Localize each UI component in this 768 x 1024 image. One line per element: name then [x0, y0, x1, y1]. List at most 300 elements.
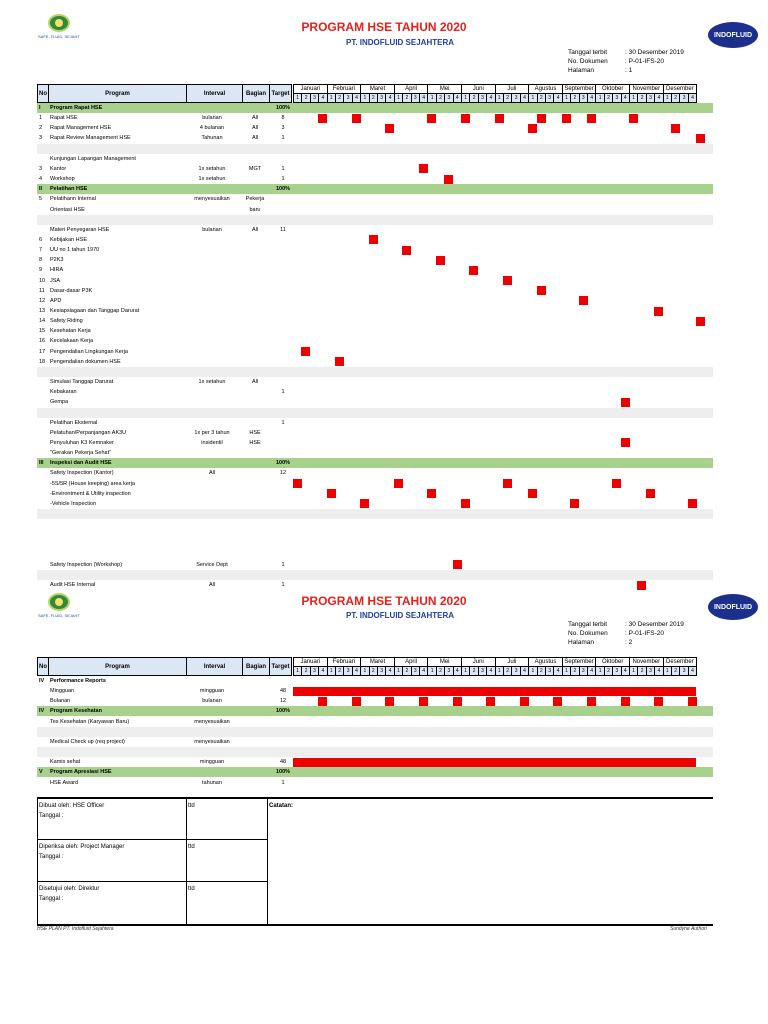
table-row — [37, 737, 713, 747]
cell-program: Inspeksi dan Audit HSE — [50, 460, 112, 467]
week-header: 2 — [537, 666, 546, 676]
column-header-prog: Program — [48, 657, 187, 676]
column-header-bag: Bagian — [242, 657, 270, 676]
month-header: Januari — [293, 84, 328, 94]
table-row — [37, 144, 713, 154]
week-header: 1 — [495, 666, 504, 676]
week-header: 1 — [394, 93, 403, 103]
cell-program: Pengendalian Lingkungan Kerja — [50, 348, 128, 355]
schedule-mark — [301, 347, 310, 356]
month-header: April — [394, 657, 429, 667]
cell-bagian: All — [251, 135, 259, 142]
made-by-cell — [37, 798, 187, 840]
week-header: 1 — [663, 93, 672, 103]
table-row — [37, 479, 713, 489]
cell-target: 12 — [279, 698, 287, 705]
schedule-mark — [646, 489, 655, 498]
month-header: Maret — [360, 657, 395, 667]
week-header: 3 — [646, 666, 655, 676]
section-row — [37, 706, 713, 716]
cell-interval: 1x setahun — [198, 379, 226, 386]
week-header: 2 — [402, 93, 411, 103]
month-header: September — [562, 84, 597, 94]
cell-target: 100% — [275, 460, 291, 467]
table-row — [37, 336, 713, 346]
schedule-mark — [436, 256, 445, 265]
table-row — [37, 215, 713, 225]
week-header: 3 — [411, 93, 420, 103]
week-header: 2 — [604, 93, 613, 103]
cell-program: Orientasi HSE — [50, 206, 85, 213]
week-header: 1 — [629, 93, 638, 103]
schedule-mark — [637, 581, 646, 590]
cell-interval: Tahunan — [201, 135, 223, 142]
week-header: 4 — [385, 93, 394, 103]
table-row — [37, 357, 713, 367]
cell-no: 3 — [39, 135, 43, 142]
made-by-label: Dibuat oleh: HSE Officer — [39, 803, 105, 809]
meta-label: Tanggal terbit — [568, 621, 608, 628]
footer-left: HSE PLAN PT. Indofluid Sejahtera — [37, 926, 114, 932]
week-header: 4 — [419, 93, 428, 103]
month-header: Desember — [663, 657, 698, 667]
cell-program: Rapat Management HSE — [50, 125, 112, 132]
week-header: 1 — [461, 93, 470, 103]
cell-bagian: baru — [249, 206, 261, 213]
week-header: 3 — [511, 93, 520, 103]
cell-program: Kesehatan Kerja — [50, 328, 91, 335]
week-header: 3 — [545, 93, 554, 103]
cell-program: Program Kesehatan — [50, 708, 102, 715]
cell-no: 4 — [39, 176, 43, 183]
cell-interval: insidentil — [201, 439, 223, 446]
section-row — [37, 767, 713, 777]
cell-no: 6 — [39, 236, 43, 243]
week-header: 3 — [579, 93, 588, 103]
schedule-mark — [402, 246, 411, 255]
cell-program: Rapat HSE — [50, 115, 78, 122]
cell-no: IV — [39, 678, 45, 684]
month-header: Juni — [461, 84, 496, 94]
week-header: 4 — [587, 666, 596, 676]
cell-no: III — [39, 460, 44, 467]
cell-no: 3 — [39, 165, 43, 172]
week-header: 2 — [369, 93, 378, 103]
schedule-mark — [621, 697, 630, 706]
table-row — [37, 570, 713, 580]
week-header: 2 — [570, 93, 579, 103]
cell-program: HIRA — [50, 267, 64, 274]
cell-no: 15 — [39, 328, 46, 335]
cell-no: 13 — [39, 308, 46, 314]
table-row — [37, 265, 713, 275]
week-header: 2 — [503, 666, 512, 676]
week-header: 2 — [503, 93, 512, 103]
cell-program: Kebijakan HSE — [50, 236, 87, 243]
meta-label: Tanggal terbit — [568, 49, 608, 56]
cell-program: Audit HSE Internal — [50, 582, 96, 589]
cell-target: 1 — [281, 135, 285, 142]
week-header: 1 — [293, 666, 302, 676]
schedule-mark — [503, 276, 512, 285]
month-header: Oktober — [595, 657, 630, 667]
meta-value: : P-01-IFS-20 — [625, 58, 665, 65]
week-header: 4 — [453, 666, 462, 676]
week-header: 2 — [469, 93, 478, 103]
week-header: 3 — [679, 666, 688, 676]
schedule-mark — [469, 266, 478, 275]
cell-interval: 1x setahun — [198, 176, 226, 183]
week-header: 3 — [444, 93, 453, 103]
meta-value: : P-01-IFS-20 — [625, 630, 665, 637]
week-header: 3 — [478, 666, 487, 676]
notes-cell — [267, 798, 713, 925]
cell-program: APD — [50, 297, 62, 304]
cell-program: Safety Riding — [50, 318, 83, 325]
week-header: 1 — [663, 666, 672, 676]
cell-program: Gempa — [50, 399, 69, 406]
table-row — [37, 468, 713, 478]
cell-no: 5 — [39, 196, 43, 203]
document-meta — [568, 620, 684, 647]
cell-no: 9 — [39, 267, 43, 274]
cell-program: Workshop — [50, 176, 75, 183]
table-row — [37, 347, 713, 357]
month-header: Januari — [293, 657, 328, 667]
cell-interval: 1x setahun — [198, 165, 226, 172]
cell-bagian: HSE — [249, 439, 261, 446]
table-row — [37, 778, 713, 788]
section-row — [37, 458, 713, 468]
week-header: 3 — [343, 666, 352, 676]
table-row — [37, 418, 713, 428]
cell-target: 48 — [279, 688, 287, 695]
cell-no: 2 — [39, 125, 43, 132]
week-header: 1 — [595, 666, 604, 676]
week-header: 2 — [402, 666, 411, 676]
week-header: 2 — [301, 666, 310, 676]
schedule-mark — [688, 697, 697, 706]
table-row — [37, 580, 713, 590]
table-row — [37, 539, 713, 549]
cell-program: P2K3 — [50, 257, 64, 264]
table-row — [37, 529, 713, 539]
week-header: 3 — [411, 666, 420, 676]
week-header: 3 — [579, 666, 588, 676]
date-label: Tanggal : — [39, 854, 64, 860]
ttd-label: ttd — [188, 844, 195, 850]
schedule-mark — [537, 286, 546, 295]
cell-program: Penyuluhan K3 Kemnaker — [50, 439, 114, 446]
schedule-mark — [369, 235, 378, 244]
week-header: 2 — [637, 93, 646, 103]
section-row — [37, 184, 713, 194]
week-header: 4 — [486, 666, 495, 676]
column-header-prog: Program — [48, 84, 187, 103]
table-row — [37, 174, 713, 184]
month-header: Agustus — [528, 84, 563, 94]
week-header: 2 — [469, 666, 478, 676]
schedule-mark — [579, 296, 588, 305]
table-row — [37, 509, 713, 519]
cell-target: 1 — [281, 419, 285, 426]
schedule-mark — [327, 489, 336, 498]
cell-program: Kamis sehat — [50, 759, 81, 766]
company-name: PT. INDOFLUID SEJAHTERA — [345, 611, 454, 620]
meta-label: No. Dokumen — [568, 58, 608, 65]
meta-value: : 2 — [625, 639, 633, 646]
checked-by-label: Diperiksa oleh: Project Manager — [39, 844, 125, 850]
schedule-mark — [385, 124, 394, 133]
schedule-mark — [570, 499, 579, 508]
week-header: 3 — [612, 93, 621, 103]
schedule-mark — [587, 697, 596, 706]
cell-program: Program Rapat HSE — [50, 105, 103, 111]
column-header-no: No — [37, 84, 49, 103]
week-header: 2 — [637, 666, 646, 676]
week-header: 4 — [587, 93, 596, 103]
month-header: Maret — [360, 84, 395, 94]
schedule-mark — [453, 560, 462, 569]
cell-program: -5S/5R (House keeping) area kerja — [50, 480, 135, 487]
cell-target: 100% — [275, 186, 291, 193]
month-header: Juli — [495, 84, 530, 94]
ttd-cell — [186, 839, 268, 882]
schedule-mark — [486, 697, 495, 706]
cell-interval: mingguan — [199, 688, 225, 695]
cell-interval: All — [208, 470, 216, 477]
schedule-mark — [453, 697, 462, 706]
cell-target: 1 — [281, 582, 285, 589]
table-row — [37, 123, 713, 133]
date-label: Tanggal : — [39, 813, 64, 819]
signature-block — [37, 797, 713, 926]
table-header — [37, 657, 713, 676]
schedule-mark — [587, 114, 596, 123]
schedule-mark — [444, 175, 453, 184]
week-header: 2 — [436, 666, 445, 676]
cell-target: 100% — [275, 708, 291, 715]
cell-no: 12 — [39, 297, 46, 304]
schedule-mark — [461, 499, 470, 508]
safety-logo-caption: SAFE, FLUID, SEJAHT — [38, 34, 80, 39]
week-header: 2 — [604, 666, 613, 676]
safety-logo-caption: SAFE, FLUID, SEJAHT — [38, 613, 80, 618]
company-name: PT. INDOFLUID SEJAHTERA — [345, 38, 454, 47]
cell-target: 1 — [281, 176, 285, 183]
page-title: PROGRAM HSE TAHUN 2020 — [301, 594, 467, 608]
table-row — [37, 377, 713, 387]
month-header: September — [562, 657, 597, 667]
schedule-mark — [520, 697, 529, 706]
cell-no: I — [39, 105, 41, 111]
schedule-mark — [335, 357, 344, 366]
table-row — [37, 235, 713, 245]
ttd-label: ttd — [188, 803, 195, 809]
cell-program: Kesiapsiagaan dan Tanggap Darurat — [50, 308, 140, 314]
cell-target: 1 — [281, 779, 285, 786]
schedule-mark — [394, 479, 403, 488]
week-header: 4 — [520, 666, 529, 676]
table-row — [37, 113, 713, 123]
schedule-mark — [528, 124, 537, 133]
week-header: 1 — [629, 666, 638, 676]
cell-target: 1 — [281, 561, 285, 568]
cell-program: Bulanan — [50, 698, 71, 705]
cell-target: 100% — [275, 105, 291, 111]
week-header: 1 — [327, 93, 336, 103]
footer-right: Sundyne Authori — [670, 926, 707, 932]
schedule-mark — [621, 398, 630, 407]
week-header: 3 — [310, 666, 319, 676]
week-header: 2 — [436, 93, 445, 103]
week-header: 2 — [537, 93, 546, 103]
cell-program: Safety Inspection (Workshop) — [50, 561, 123, 568]
month-header: Februari — [327, 84, 362, 94]
cell-program: Kantor — [50, 165, 67, 172]
cell-no: 7 — [39, 247, 43, 254]
cell-no: 8 — [39, 257, 43, 264]
table-row — [37, 438, 713, 448]
cell-target: 12 — [279, 470, 287, 477]
cell-no: IV — [39, 708, 45, 715]
cell-program: Simulasi Tanggap Darurat — [50, 379, 114, 386]
week-header: 2 — [335, 93, 344, 103]
table-row — [37, 387, 713, 397]
cell-program: "Gerakan Pekerja Sehat" — [50, 450, 112, 457]
table-row — [37, 747, 713, 757]
week-header: 2 — [369, 666, 378, 676]
week-header: 4 — [453, 93, 462, 103]
cell-program: Rapat Review Management HSE — [50, 135, 131, 142]
cell-program: Materi Penyegaran HSE — [50, 226, 110, 233]
cell-interval: bulanan — [202, 115, 222, 122]
week-header: 3 — [612, 666, 621, 676]
table-row — [37, 306, 713, 316]
cell-program: -Vehicle Inspection — [50, 500, 97, 507]
week-header: 1 — [394, 666, 403, 676]
cell-bagian: All — [251, 115, 259, 122]
week-header: 4 — [419, 666, 428, 676]
column-header-int: Interval — [186, 84, 243, 103]
cell-program: HSE Award — [50, 779, 79, 786]
table-row — [37, 519, 713, 529]
month-header: November — [629, 84, 664, 94]
cell-interval: All — [208, 582, 216, 589]
meta-value: : 30 Desember 2019 — [625, 621, 684, 628]
week-header: 2 — [570, 666, 579, 676]
month-header: Juni — [461, 657, 496, 667]
table-row — [37, 296, 713, 306]
cell-no: 17 — [39, 348, 46, 355]
cell-no: II — [39, 186, 43, 193]
week-header: 2 — [671, 666, 680, 676]
ttd-cell — [186, 881, 268, 925]
cell-interval: tahunan — [202, 779, 222, 786]
week-header: 3 — [310, 93, 319, 103]
cell-program: Safety Inspection (Kantor) — [50, 470, 114, 477]
schedule-mark — [696, 134, 705, 143]
table-row — [37, 367, 713, 377]
cell-program: Mingguan — [50, 688, 75, 695]
schedule-mark — [385, 697, 394, 706]
table-row — [37, 676, 713, 686]
week-header: 3 — [478, 93, 487, 103]
table-row — [37, 164, 713, 174]
cell-target: 100% — [275, 769, 291, 776]
table-header — [37, 84, 713, 103]
schedule-mark — [671, 124, 680, 133]
table-row — [37, 133, 713, 143]
schedule-mark — [427, 489, 436, 498]
table-row — [37, 686, 713, 696]
week-header: 1 — [528, 93, 537, 103]
table-row — [37, 727, 713, 737]
schedule-mark — [553, 697, 562, 706]
month-header: Februari — [327, 657, 362, 667]
table-row — [37, 397, 713, 407]
cell-target: 3 — [281, 125, 285, 132]
week-header: 4 — [318, 666, 327, 676]
cell-program: Program Apresiasi HSE — [50, 769, 112, 776]
table-row — [37, 560, 713, 570]
cell-program: Pelatihan HSE — [50, 186, 88, 193]
week-header: 3 — [545, 666, 554, 676]
schedule-mark — [654, 307, 663, 316]
week-header: 4 — [688, 666, 697, 676]
cell-no: 18 — [39, 358, 46, 365]
schedule-mark — [629, 114, 638, 123]
schedule-mark — [612, 479, 621, 488]
week-header: 4 — [385, 666, 394, 676]
week-header: 1 — [528, 666, 537, 676]
week-header: 1 — [427, 666, 436, 676]
schedule-mark — [360, 499, 369, 508]
cell-program: Pelatuhan/Perpanjangan AK3U — [50, 429, 127, 436]
week-header: 4 — [520, 93, 529, 103]
cell-bagian: All — [251, 226, 259, 233]
schedule-mark — [696, 317, 705, 326]
column-header-bag: Bagian — [242, 84, 270, 103]
column-header-int: Interval — [186, 657, 243, 676]
cell-program: Pelatihann Internal — [50, 196, 96, 203]
schedule-mark — [352, 114, 361, 123]
table-row — [37, 276, 713, 286]
week-header: 4 — [553, 666, 562, 676]
month-header: Agustus — [528, 657, 563, 667]
cell-bagian: All — [251, 125, 259, 132]
cell-no: 16 — [39, 338, 46, 345]
schedule-mark — [495, 114, 504, 123]
schedule-mark — [293, 479, 302, 488]
column-header-no: No — [37, 657, 49, 676]
cell-interval: Service Dept — [196, 561, 228, 568]
week-header: 1 — [293, 93, 302, 103]
cell-target: 48 — [279, 759, 287, 766]
page-title: PROGRAM HSE TAHUN 2020 — [301, 20, 467, 34]
date-label: Tanggal : — [39, 896, 64, 902]
table-row — [37, 448, 713, 458]
month-header: Juli — [495, 657, 530, 667]
table-row — [37, 286, 713, 296]
week-header: 4 — [553, 93, 562, 103]
indofluid-logo: INDOFLUID — [708, 594, 758, 620]
schedule-bar — [293, 758, 696, 767]
cell-interval: 1x per 3 tahun — [194, 429, 230, 436]
cell-interval: menyesuaikan — [194, 196, 230, 203]
table-row — [37, 154, 713, 164]
column-header-tgt: Target — [269, 84, 292, 103]
